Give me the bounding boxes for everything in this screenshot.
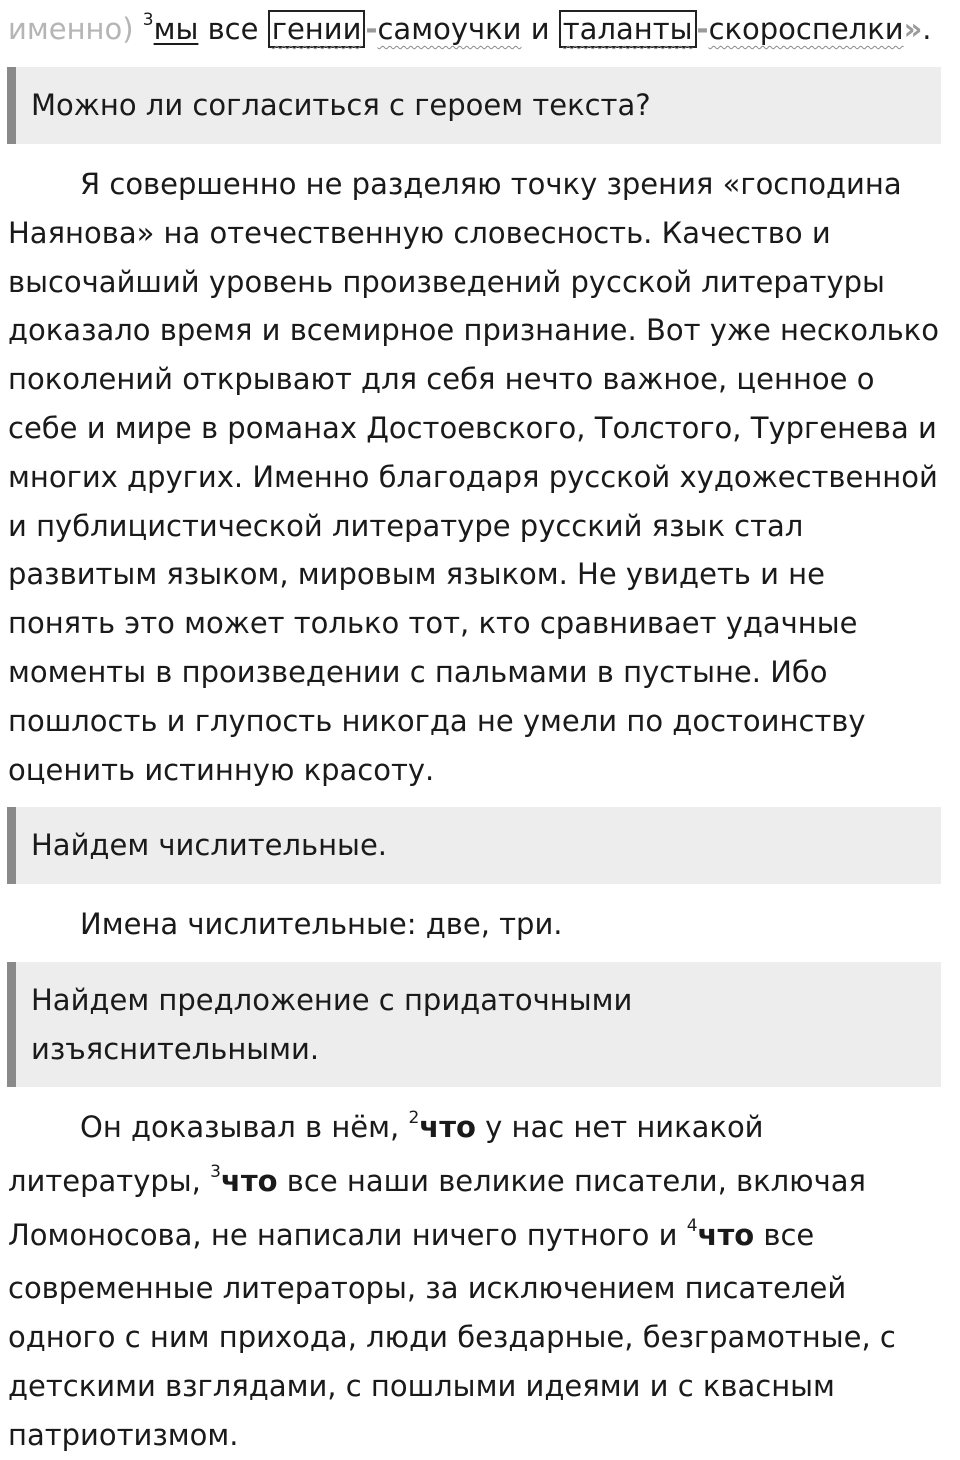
question-text: [31, 976, 632, 1074]
text-run: Ломоносова, не написали ничего путного и: [8, 1217, 687, 1252]
text-run: у нас нет никакой: [475, 1110, 764, 1144]
bold-conjunction: что: [697, 1217, 755, 1252]
answer-line: одного с ним прихода, люди бездарные, безграмотные, с: [8, 1320, 896, 1355]
text-run: Он доказывал в нём,: [80, 1110, 409, 1144]
answer-line: высочайший уровень произведений русской литературы: [8, 264, 885, 299]
superscript-number: 3: [142, 10, 154, 30]
text-run: все: [754, 1217, 815, 1252]
answer-line: патриотизмом.: [8, 1417, 239, 1452]
answer-line: детскими взглядами, с пошлыми идеями и с квасным: [8, 1368, 835, 1403]
answer-line: моменты в произведении с пальмами в пустыне. Ибо: [8, 654, 828, 689]
answer-line: Наянова» на отечественную словесность. Качество и: [8, 215, 831, 250]
wavy-word-early: скороспелки: [708, 12, 904, 46]
wavy-word-self-taught: самоучки: [377, 12, 522, 46]
question-block-agree: [7, 67, 941, 144]
question-text: Можно ли согласиться с героем текста?: [31, 88, 651, 122]
answer-line: [8, 1103, 953, 1157]
answer-line: развитым языком, мировым языком. Не увидеть и не: [8, 557, 825, 592]
answer-line: себе и мире в романах Достоевского, Толстого, Тургенева и: [8, 410, 937, 445]
answer-line: доказало время и всемирное признание. Вот уже несколько: [8, 313, 939, 348]
answer-line: пошлость и глупость никогда не умели по достоинству: [8, 703, 866, 738]
question-line: изъяснительными.: [31, 1031, 320, 1066]
question-line: Найдем предложение с придаточными: [31, 982, 633, 1017]
top-text-line: [8, 6, 948, 57]
bold-conjunction: что: [220, 1163, 278, 1198]
answer-line: [8, 1211, 953, 1265]
closing-quote: »: [903, 12, 923, 46]
answer-line: поколений открывают для себя нечто важное, ценное о: [8, 362, 875, 397]
superscript-number: 4: [686, 1215, 698, 1236]
answer-line: оценить истинную красоту.: [8, 752, 435, 787]
question-text: Найдем числительные.: [31, 828, 388, 862]
question-block-numerals: [7, 807, 941, 884]
answer-line: Я совершенно не разделяю точку зрения «господина: [80, 167, 902, 201]
word-and: и: [530, 12, 550, 46]
answer-line: и публицистической литературе русский язык стал: [8, 508, 804, 543]
answer-line: Имена числительные: две, три.: [80, 907, 563, 941]
question-block-clauses: [7, 962, 941, 1087]
answer-line: современные литераторы, за исключением писателей: [8, 1271, 847, 1306]
text-run: все наши великие писатели, включая: [277, 1163, 866, 1198]
superscript-number: 2: [408, 1108, 420, 1128]
answer-paragraph-numerals: [8, 900, 953, 949]
text-run: литературы,: [8, 1163, 211, 1198]
faded-prefix: именно): [8, 12, 134, 46]
underlined-word-we: мы: [153, 12, 199, 46]
answer-line: [8, 1157, 953, 1211]
hyphen-mark: -: [696, 12, 709, 46]
superscript-number: 3: [210, 1161, 221, 1182]
answer-paragraph-agree: [8, 160, 953, 794]
hyphen-mark: -: [365, 12, 378, 46]
answer-paragraph-clauses: [8, 1103, 953, 1460]
boxed-word-talents: таланты: [559, 10, 697, 48]
period: .: [922, 12, 932, 46]
boxed-word-geniuses: гении: [268, 10, 366, 48]
bold-conjunction: что: [419, 1110, 476, 1144]
answer-line: понять это может только тот, кто сравнивает удачные: [8, 606, 858, 641]
answer-line: многих других. Именно благодаря русской художественной: [8, 459, 938, 494]
word-all: все: [207, 12, 259, 46]
